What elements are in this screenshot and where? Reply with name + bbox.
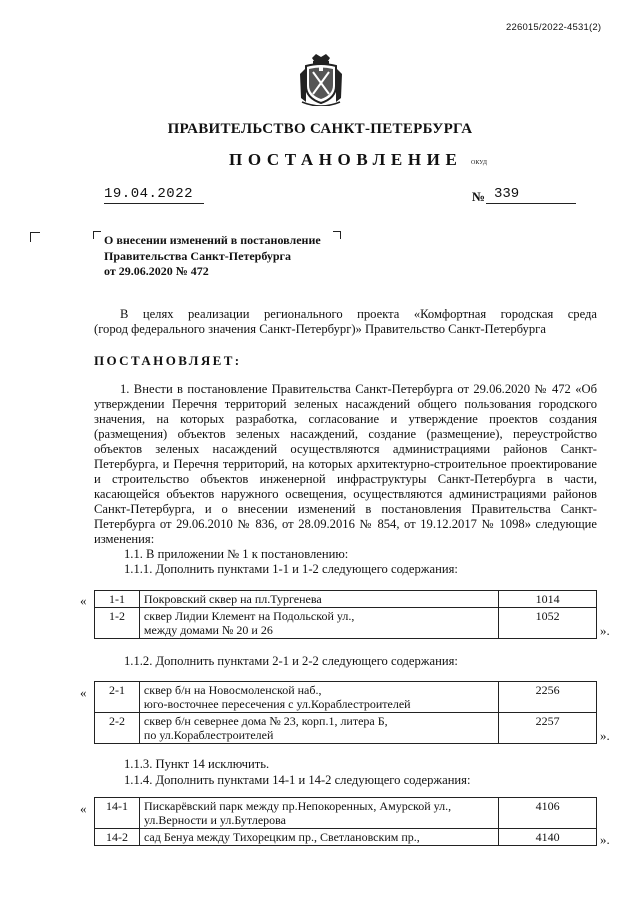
table-cell-num: 1-1	[95, 591, 140, 608]
table-row	[95, 829, 597, 846]
document-number: 339	[494, 186, 520, 202]
title-bracket-left	[93, 231, 101, 239]
document-title	[104, 233, 321, 280]
table3-close-quote: ».	[600, 832, 610, 847]
table3-open-quote: «	[80, 801, 87, 816]
document-id: 226015/2022-4531(2)	[506, 22, 602, 33]
paragraph-1	[94, 382, 597, 547]
document-date: 19.04.2022	[104, 186, 194, 202]
table-cell-name	[139, 682, 498, 713]
document-type: ПОСТАНОВЛЕНИЕ	[229, 150, 463, 169]
table-cell-name	[139, 608, 498, 639]
table-3	[94, 797, 597, 846]
table-cell-num: 2-2	[95, 713, 140, 744]
table-cell-num: 2-1	[95, 682, 140, 713]
table-cell-code: 4140	[499, 829, 597, 846]
title-line-2: Правительства Санкт-Петербурга	[104, 248, 292, 263]
table2-close-quote: ».	[600, 728, 610, 743]
table-cell-code: 1052	[499, 608, 597, 639]
table-cell-name-line-2: по ул.Кораблестроителей	[143, 728, 274, 742]
table1-open-quote: «	[80, 593, 87, 608]
table-cell-num: 14-1	[95, 798, 140, 829]
title-line-3: от 29.06.2020 № 472	[104, 264, 209, 278]
section-1-1-3: 1.1.3. Пункт 14 исключить.	[124, 757, 270, 771]
section-1-1-4: 1.1.4. Дополнить пунктами 14-1 и 14-2 следующего содержания:	[124, 773, 471, 787]
table-cell-code: 1014	[499, 591, 597, 608]
table-cell-num: 1-2	[95, 608, 140, 639]
table-row	[95, 798, 597, 829]
table-cell-name-line-1: Пискарёвский парк между пр.Непокоренных, Амурской ул.,	[143, 799, 452, 813]
preamble	[94, 307, 597, 337]
table-row	[95, 591, 597, 608]
table-cell-code: 4106	[499, 798, 597, 829]
table-cell-name-line-1: сквер б/н севернее дома № 23, корп.1, литера Б,	[143, 714, 388, 728]
title-bracket-right	[333, 231, 341, 239]
table1-close-quote: ».	[600, 623, 610, 638]
preamble-line-2: (город федерального значения Санкт-Петербург)» Правительство Санкт-Петербурга	[94, 322, 546, 336]
preamble-line-1: В целях реализации регионального проекта «Комфортная городская среда	[120, 307, 597, 321]
section-1-1-1: 1.1.1. Дополнить пунктами 1-1 и 1-2 следующего содержания:	[124, 562, 458, 576]
table-cell-code: 2257	[499, 713, 597, 744]
table-1	[94, 590, 597, 639]
resolves-heading: ПОСТАНОВЛЯЕТ:	[94, 353, 242, 368]
date-underline	[104, 203, 204, 204]
table-2	[94, 681, 597, 744]
section-1-1: 1.1. В приложении № 1 к постановлению:	[124, 547, 349, 561]
table-cell-name	[139, 798, 498, 829]
title-line-1: О внесении изменений в постановление	[104, 233, 321, 247]
corner-mark	[30, 232, 40, 242]
coat-of-arms-emblem	[298, 52, 344, 106]
okud-label: ОКУД	[471, 160, 487, 166]
table-cell-name-line-2: между домами № 20 и 26	[143, 623, 273, 637]
paragraph-1-text: 1. Внести в постановление Правительства Санкт-Петербурга от 29.06.2020 № 472 «Об утверждении Перечня территорий зеленых насаждений общего пользования городского значения, на которых разработка, согласование и утверждение проектов создания (размещения) объектов зеленых насаждений, создание (размещение), переустройство объектов зеленых насаждений осуществляются администрациями районов Санкт-Петербурга, и Перечня территорий, на которых архитектурно-строительное проектирование и строительство объектов инженерной инфраструктуры Санкт-Петербурга в части, касающейся объектов наружного освещения, осуществляются администрациями районов Санкт-Петербурга, и о внесении изменений в постановления Правительства Санкт-Петербурга от 29.06.2010 № 836, от 28.09.2016 № 854, от 19.12.2017 № 1098» следующие изменения:	[94, 382, 597, 546]
table-cell-name	[139, 713, 498, 744]
number-label: №	[472, 189, 486, 204]
table-row	[95, 713, 597, 744]
table2-open-quote: «	[80, 685, 87, 700]
table-cell-name-line-2: юго-восточнее пересечения с ул.Кораблестроителей	[143, 697, 411, 711]
table-row	[95, 608, 597, 639]
table-cell-name: сад Бенуа между Тихорецким пр., Светлановским пр.,	[139, 829, 498, 846]
table-cell-name-line-1: сквер Лидии Клемент на Подольской ул.,	[143, 609, 355, 623]
section-1-1-2: 1.1.2. Дополнить пунктами 2-1 и 2-2 следующего содержания:	[124, 654, 458, 668]
table-cell-name-line-2: ул.Верности и ул.Бутлерова	[143, 813, 287, 827]
table-cell-num: 14-2	[95, 829, 140, 846]
number-underline	[486, 203, 576, 204]
table-row	[95, 682, 597, 713]
government-name: ПРАВИТЕЛЬСТВО САНКТ-ПЕТЕРБУРГА	[167, 121, 473, 137]
table-cell-code: 2256	[499, 682, 597, 713]
table-cell-name-line-1: сквер б/н на Новосмоленской наб.,	[143, 683, 322, 697]
table-cell-name: Покровский сквер на пл.Тургенева	[139, 591, 498, 608]
